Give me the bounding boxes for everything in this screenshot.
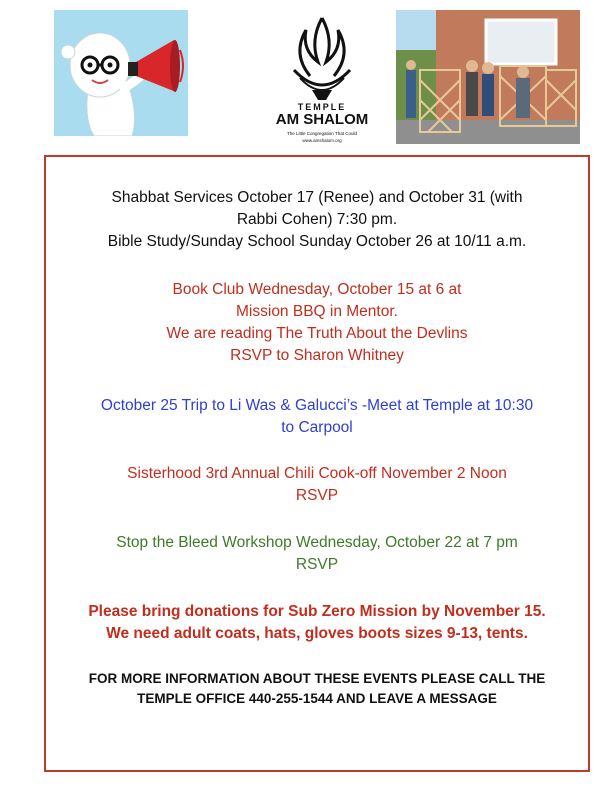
contact-section	[46, 669, 588, 709]
megaphone-cartoon-image	[54, 10, 188, 136]
book-club-line-1: Book Club Wednesday, October 15 at 6 at	[172, 281, 462, 298]
temple-am-shalom-logo	[272, 10, 372, 150]
chili-section	[46, 463, 588, 507]
flame-emblem	[272, 10, 372, 150]
photo-illustration	[396, 10, 580, 144]
contact-line-1: FOR MORE INFORMATION ABOUT THESE EVENTS PLEASE CALL THE	[88, 671, 546, 686]
chili-line-1: Sisterhood 3rd Annual Chili Cook-off November 2 Noon	[127, 465, 507, 482]
logo-url: www.amshalom.org	[302, 138, 342, 143]
trip-section	[46, 395, 588, 439]
donations-line-2: We need adult coats, hats, gloves boots sizes 9-13, tents.	[106, 625, 528, 642]
bleed-section	[46, 532, 588, 576]
logo-tagline: The Little Congregation That Could	[287, 131, 357, 136]
bleed-line-2: RSVP	[295, 556, 339, 573]
chili-line-2: RSVP	[295, 487, 339, 504]
volunteers-photo	[396, 10, 580, 144]
book-club-line-4: RSVP to Sharon Whitney	[230, 347, 404, 364]
event-flyer	[44, 155, 590, 772]
book-club-line-2: Mission BBQ in Mentor.	[236, 303, 398, 320]
donations-line-1: Please bring donations for Sub Zero Mission by November 15.	[88, 603, 546, 620]
logo-temple-text: TEMPLE	[297, 102, 347, 112]
trip-line-1: October 25 Trip to Li Was & Galucci’s -Meet at Temple at 10:30	[100, 397, 534, 414]
contact-line-2: TEMPLE OFFICE 440-255-1544 AND LEAVE A MESSAGE	[137, 691, 497, 706]
bleed-line-1: Stop the Bleed Workshop Wednesday, October 22 at 7 pm	[116, 534, 518, 551]
logo-am-shalom-text: AM SHALOM	[275, 111, 369, 128]
services-section	[46, 187, 588, 253]
donations-section	[46, 601, 588, 645]
trip-line-2: to Carpool	[281, 419, 353, 436]
book-club-section	[46, 279, 588, 367]
services-line-1: Shabbat Services October 17 (Renee) and October 31 (with	[111, 189, 523, 206]
megaphone-illustration	[54, 10, 188, 136]
book-club-line-3: We are reading The Truth About the Devlins	[166, 325, 468, 342]
services-line-2: Rabbi Cohen) 7:30 pm.	[236, 211, 398, 228]
services-line-3: Bible Study/Sunday School Sunday October 26 at 10/11 a.m.	[107, 233, 527, 250]
